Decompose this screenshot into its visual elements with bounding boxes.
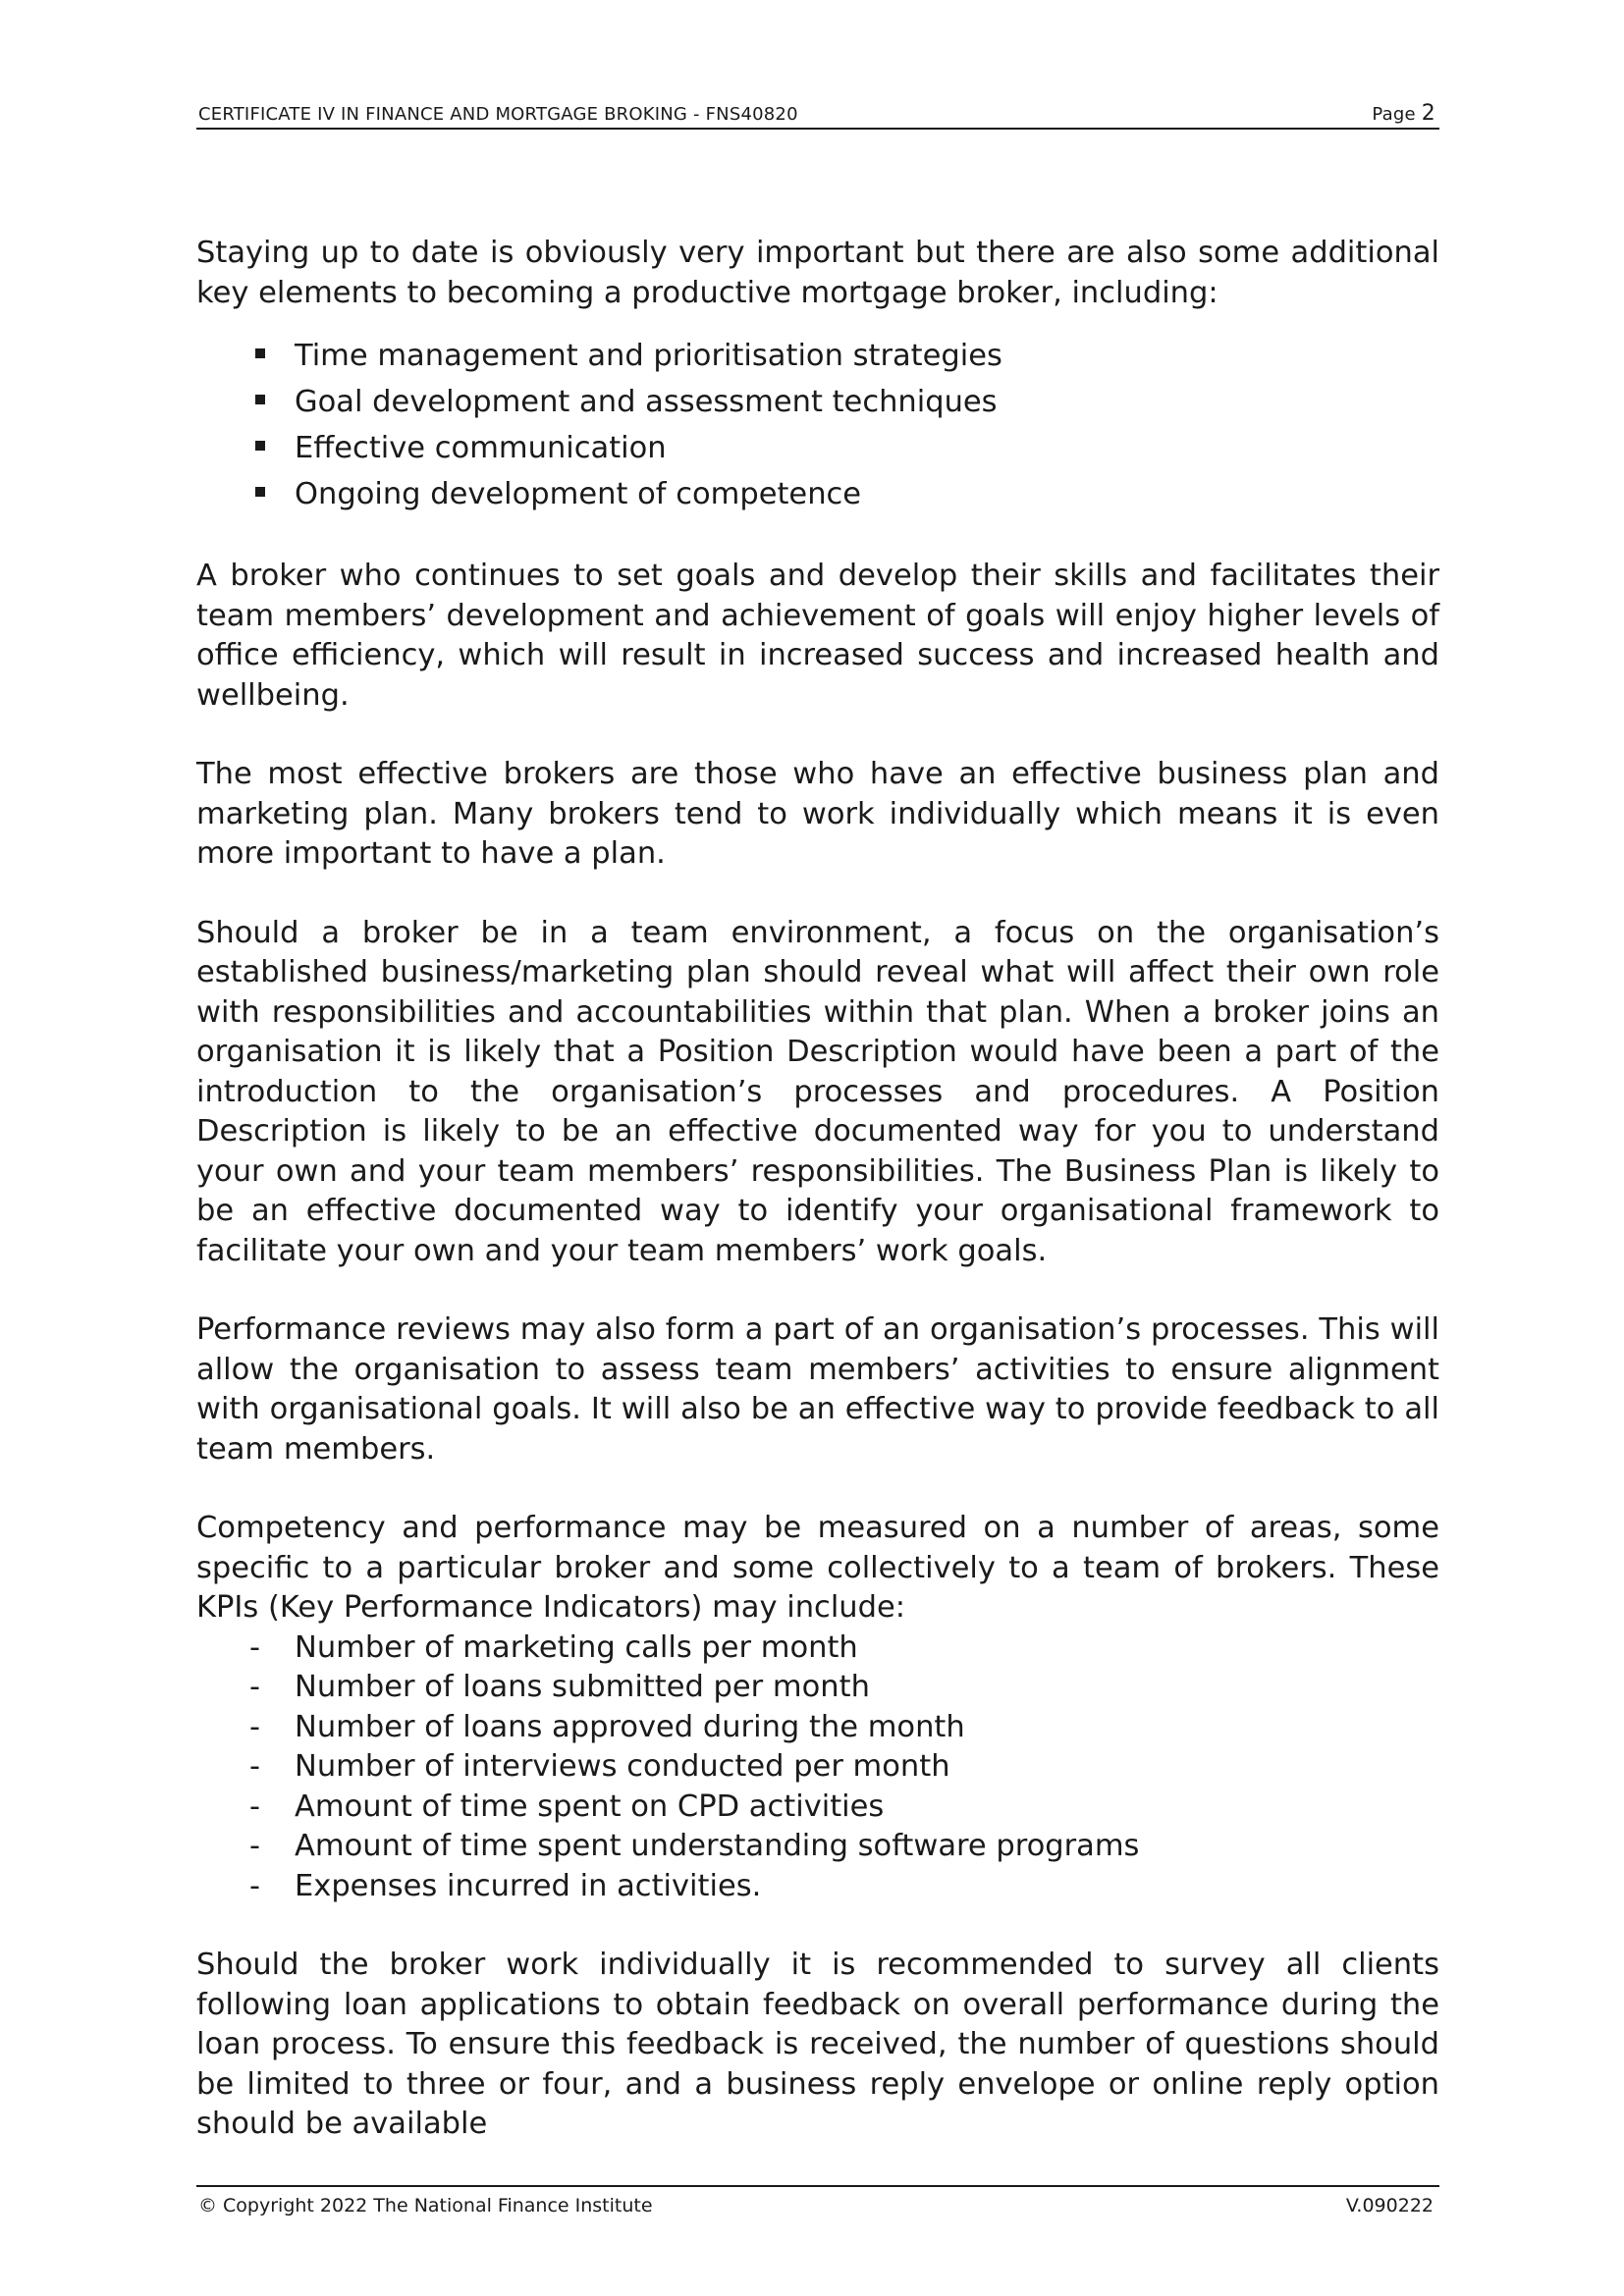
dash-bullet: - bbox=[249, 1868, 261, 1903]
list-item: - Number of interviews conducted per month bbox=[196, 1747, 1439, 1788]
square-bullet-icon bbox=[255, 395, 265, 404]
list-item: - Number of loans approved during the month bbox=[196, 1708, 1439, 1748]
page-content bbox=[196, 234, 1439, 2145]
survey-paragraph: Should the broker work individually it is recommended to survey all clients following loan applications to obtain feedback on overall performance during the loan process. To ensure this feedback is received, the number of questions should be limited to three or four, and a business reply envelope or online reply option should be available bbox=[196, 1948, 1439, 2141]
page-header bbox=[196, 98, 1439, 130]
key-elements-list bbox=[196, 333, 1439, 517]
list-item: - Amount of time spent on CPD activities bbox=[196, 1788, 1439, 1828]
version-label: V.090222 bbox=[1345, 2195, 1434, 2216]
square-bullet-icon bbox=[255, 487, 265, 497]
page-number-label bbox=[1372, 101, 1435, 126]
page-label: Page bbox=[1372, 104, 1416, 125]
dash-bullet: - bbox=[249, 1789, 261, 1824]
square-bullet-icon bbox=[255, 441, 265, 451]
course-title: CERTIFICATE IV IN FINANCE AND MORTGAGE BROKING - FNS40820 bbox=[198, 104, 798, 125]
dash-bullet: - bbox=[249, 1629, 261, 1665]
plans-paragraph: The most effective brokers are those who have an effective business plan and marketing plan. Many brokers tend to work individually which means it is even more important to have a plan. bbox=[196, 757, 1439, 871]
list-item: Ongoing development of competence bbox=[196, 471, 1439, 517]
copyright-notice: © Copyright 2022 The National Finance Institute bbox=[198, 2195, 653, 2216]
team-paragraph: Should a broker be in a team environment, a focus on the organisation’s established business/marketing plan should reveal what will affect their own role with responsibilities and accountabilities within that plan. When a broker joins an organisation it is likely that a Position Description would have been a part of the introduction to the organisation’s processes and procedures. A Position Description is likely to be an effective documented way for you to understand your own and your team members’ responsibilities. The Business Plan is likely to be an effective documented way to identify your organisational framework to facilitate your own and your team members’ work goals. bbox=[196, 915, 1439, 1268]
intro-paragraph: Staying up to date is obviously very important but there are also some additional key elements to becoming a productive mortgage broker, including: bbox=[196, 236, 1439, 310]
dash-bullet: - bbox=[249, 1829, 261, 1863]
list-item: - Expenses incurred in activities. bbox=[196, 1867, 1439, 1907]
list-item: - Amount of time spent understanding software programs bbox=[196, 1827, 1439, 1867]
kpi-list bbox=[196, 1629, 1439, 1907]
dash-bullet: - bbox=[249, 1670, 261, 1704]
list-item: Goal development and assessment techniques bbox=[196, 379, 1439, 425]
reviews-paragraph: Performance reviews may also form a part of an organisation’s processes. This will allow the organisation to assess team members’ activities to ensure alignment with organisational goals. It will also be an effective way to provide feedback to all team members. bbox=[196, 1312, 1439, 1467]
list-item: - Number of loans submitted per month bbox=[196, 1668, 1439, 1708]
list-item: Effective communication bbox=[196, 425, 1439, 471]
square-bullet-icon bbox=[255, 348, 265, 358]
list-item: Time management and prioritisation strategies bbox=[196, 333, 1439, 379]
kpis-paragraph: Competency and performance may be measured on a number of areas, some specific to a particular broker and some collectively to a team of brokers. These KPIs (Key Performance Indicators) may include: bbox=[196, 1511, 1439, 1625]
list-item: - Number of marketing calls per month bbox=[196, 1629, 1439, 1669]
page-footer bbox=[196, 2185, 1439, 2216]
page-number: 2 bbox=[1421, 101, 1435, 126]
dash-bullet: - bbox=[249, 1749, 261, 1784]
goals-paragraph: A broker who continues to set goals and develop their skills and facilitates their team members’ development and achievement of goals will enjoy higher levels of office efficiency, which will result in increased success and increased health and wellbeing. bbox=[196, 559, 1439, 713]
dash-bullet: - bbox=[249, 1709, 261, 1744]
document-page bbox=[196, 0, 1439, 2296]
